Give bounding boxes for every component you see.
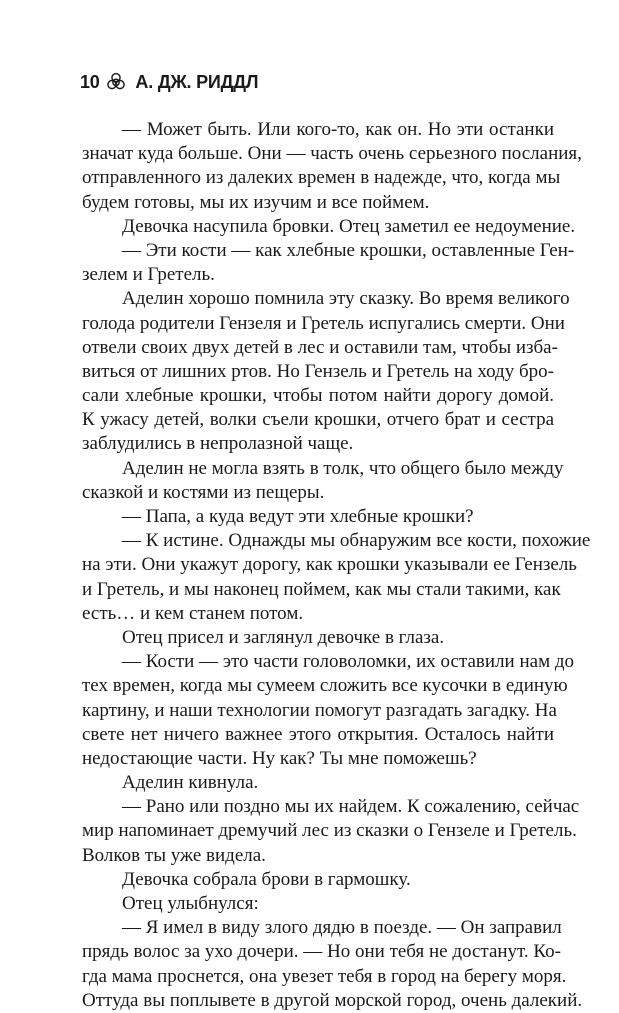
text-line: на эти. Они укажут дорогу, как крошки указывали ее Гензель <box>82 554 577 576</box>
text-line: Девочка собрала брови в гармошку. <box>122 868 411 890</box>
text-line: Аделин хорошо помнила эту сказку. Во время великого <box>122 288 570 310</box>
text-line: зелем и Гретель. <box>82 264 215 286</box>
text-line: и Гретель, и мы наконец поймем, как мы стали такими, как <box>82 578 561 600</box>
text-line: — Я имел в виду злого дядю в поезде. — Он заправил <box>122 917 562 939</box>
text-line: заблудились в непролазной чаще. <box>82 433 354 455</box>
text-line: — Кости — это части головоломки, их оставили нам до <box>122 651 575 673</box>
text-line: Оттуда вы поплывете в другой морской город, очень далекий. <box>82 989 583 1011</box>
text-line: Аделин не могла взять в толк, что общего было между <box>122 457 564 479</box>
text-line: Девочка насупила бровки. Отец заметил ее недоумение. <box>122 215 576 237</box>
text-line: будем готовы, мы их изучим и все поймем. <box>82 191 430 213</box>
text-line: Волков ты уже видела. <box>82 844 266 866</box>
text-line: — Эти кости — как хлебные крошки, оставленные Ген- <box>122 239 575 261</box>
text-line: — Может быть. Или кого-то, как он. Но эти останки <box>122 119 554 140</box>
text-line: сали хлебные крошки, чтобы потом найти дорогу домой. <box>82 385 554 407</box>
biohazard-icon <box>105 71 127 93</box>
author-name: А. ДЖ. РИДДЛ <box>135 71 259 92</box>
text-line: Отец присел и заглянул девочке в глаза. <box>122 626 445 648</box>
text-line: прядь волос за ухо дочери. — Но они тебя не достанут. Ко- <box>82 941 561 963</box>
text-line: картину, и наши технологии помогут разгадать загадку. На <box>82 699 557 721</box>
text-line: К ужасу детей, волки съели крошки, отчего брат и сестра <box>82 409 554 431</box>
text-line: отправленного из далеких времен в надежде, что, когда мы <box>82 167 561 189</box>
text-line: — Рано или поздно мы их найдем. К сожалению, сейчас <box>122 796 580 818</box>
text-line: отвели своих двух детей в лес и оставили там, чтобы изба- <box>82 336 558 358</box>
text-line: сказкой и костями из пещеры. <box>82 481 325 503</box>
text-line: мир напоминает дремучий лес из сказки о Гензеле и Гретель. <box>82 820 577 842</box>
text-line: гда мама проснется, она увезет тебя в город на берегу моря. <box>82 965 567 987</box>
text-line: Аделин кивнула. <box>122 772 259 794</box>
page-number: 10 <box>80 71 100 92</box>
text-line: виться от лишних ртов. Но Гензель и Гретель на ходу бро- <box>82 360 554 382</box>
body-text <box>82 118 591 1013</box>
text-line: тех времен, когда мы сумеем сложить все кусочки в единую <box>82 675 568 697</box>
text-line: недостающие части. Ну как? Ты мне поможешь? <box>82 747 477 769</box>
text-line: есть… и кем станем потом. <box>82 602 304 624</box>
text-line: — К истине. Однажды мы обнаружим все кости, похожие <box>122 530 591 552</box>
text-line: значат куда больше. Они — часть очень серьезного послания, <box>82 143 582 165</box>
text-line: Отец улыбнулся: <box>122 893 259 914</box>
text-line: голода родители Гензеля и Гретель испугались смерти. Они <box>82 312 565 334</box>
text-line: свете нет ничего важнее этого открытия. Осталось найти <box>82 723 554 745</box>
text-line: — Папа, а куда ведут эти хлебные крошки? <box>122 506 474 527</box>
running-header <box>80 68 258 96</box>
